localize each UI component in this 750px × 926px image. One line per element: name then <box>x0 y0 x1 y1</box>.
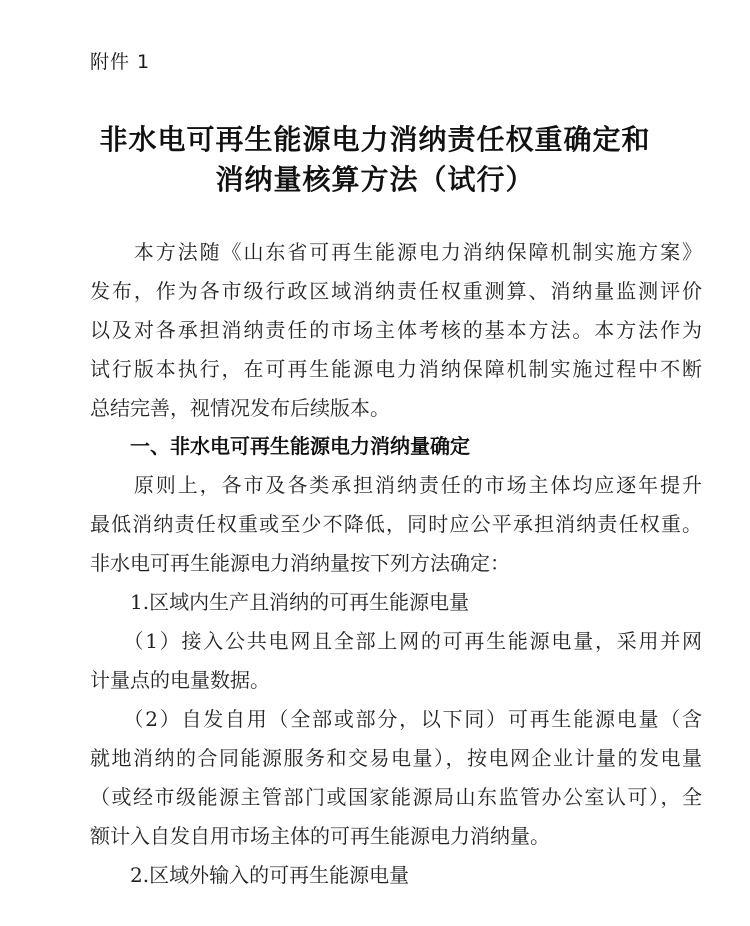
body-line: 最低消纳责任权重或至少不降低，同时应公平承担消纳责任权重。 <box>90 512 702 536</box>
body-line: （或经市级能源主管部门或国家能源局山东监管办公室认可），全 <box>90 785 702 809</box>
body-line: 总结完善，视情况发布后续版本。 <box>90 396 390 420</box>
body-line: 就地消纳的合同能源服务和交易电量），按电网企业计量的发电量 <box>90 746 702 770</box>
subsection-heading: 1.区域内生产且消纳的可再生能源电量 <box>90 590 470 614</box>
document-title-line-1: 非水电可再生能源电力消纳责任权重确定和 <box>99 123 651 156</box>
body-line: 试行版本执行，在可再生能源电力消纳保障机制实施过程中不断 <box>90 357 702 381</box>
attachment-label: 附件 1 <box>90 51 151 73</box>
body-line: 非水电可再生能源电力消纳量按下列方法确定： <box>90 551 510 575</box>
body-line: （2）自发自用（全部或部分，以下同）可再生能源电量（含 <box>90 707 702 731</box>
body-line: 本方法随《山东省可再生能源电力消纳保障机制实施方案》 <box>90 240 702 264</box>
body-line: 原则上，各市及各类承担消纳责任的市场主体均应逐年提升 <box>90 473 702 497</box>
body-line: 计量点的电量数据。 <box>90 668 270 692</box>
body-line: 以及对各承担消纳责任的市场主体考核的基本方法。本方法作为 <box>90 318 702 342</box>
body-line: （1）接入公共电网且全部上网的可再生能源电量，采用并网 <box>90 629 702 653</box>
body-line: 额计入自发自用市场主体的可再生能源电力消纳量。 <box>90 824 550 848</box>
document-title-line-2: 消纳量核算方法（试行） <box>215 163 535 196</box>
body-line: 发布，作为各市级行政区域消纳责任权重测算、消纳量监测评价 <box>90 279 702 303</box>
section-heading: 一、非水电可再生能源电力消纳量确定 <box>90 434 470 458</box>
subsection-heading: 2.区域外输入的可再生能源电量 <box>90 863 410 887</box>
